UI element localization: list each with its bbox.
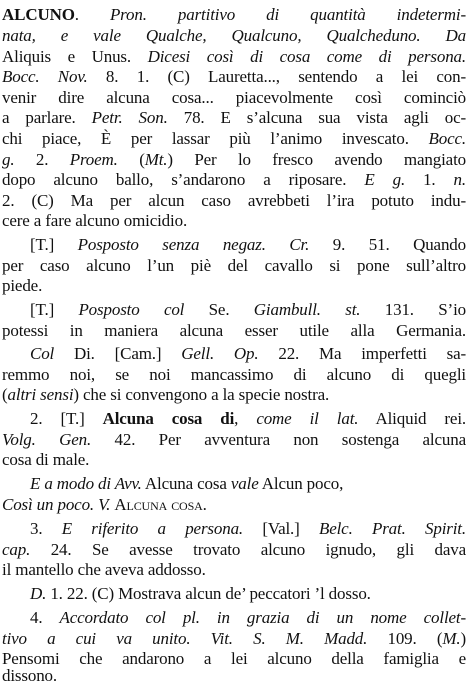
entry-line <box>2 170 466 190</box>
text-run: Aliquis e Unus. <box>2 47 148 66</box>
text-run: Accordato col pl. in grazia di un nome collet- <box>59 608 466 627</box>
text-run: ( <box>117 150 145 169</box>
text-run: 1. <box>405 170 454 189</box>
text-run: 109. ( <box>367 629 443 648</box>
entry-line <box>2 150 466 170</box>
entry-line <box>2 47 466 67</box>
text-run: altri sensi <box>7 385 74 404</box>
text-run: Se. <box>184 300 254 319</box>
entry-line <box>30 474 472 494</box>
text-run: 3. <box>30 519 62 538</box>
entry-line <box>2 321 466 341</box>
entry-line <box>2 276 466 296</box>
text-run: n. <box>453 170 466 189</box>
text-run: 9. 51. Quando <box>309 235 466 254</box>
text-run: Proem. <box>69 150 118 169</box>
entry-line <box>30 344 466 364</box>
entry-line <box>2 256 466 276</box>
text-run: 42. Per avventura non sostenga alcuna <box>91 430 466 449</box>
text-run: D. <box>30 584 47 603</box>
text-run: Petr. Son. <box>91 108 168 127</box>
text-run: Col <box>30 344 55 363</box>
entry-line <box>2 450 466 470</box>
text-run: [Val.] <box>243 519 319 538</box>
text-run: ALCUNO <box>2 5 75 24</box>
text-run: per caso alcuno l’un piè del cavallo si pone sull’altro <box>2 256 466 275</box>
entry-line <box>2 191 466 211</box>
text-run: ( <box>2 385 8 404</box>
text-run: Aliquid rei. <box>358 409 466 428</box>
text-run: M. <box>442 629 461 648</box>
text-run: a parlare. <box>2 108 92 127</box>
entry-line <box>2 430 466 450</box>
text-run: Alcuna cosa di <box>102 409 235 428</box>
text-run: Bocc. Nov. <box>2 67 88 86</box>
text-run: Posposto col <box>78 300 185 319</box>
entry-line <box>2 211 466 231</box>
text-run: chi piace, È per lassar più l’animo invescato. <box>2 129 429 148</box>
text-run: E a modo di Avv. <box>30 474 142 493</box>
text-run: Dicesi così di cosa come di persona. <box>147 47 466 66</box>
entry-line <box>2 88 466 108</box>
text-run: 131. S’io <box>360 300 466 319</box>
text-run: Alcuna cosa <box>114 495 203 514</box>
entry-line <box>2 666 466 686</box>
text-run: 2. (C) Ma per alcun caso avrebbeti l’ira potuto indu- <box>2 191 466 210</box>
text-run: E g. <box>364 170 406 189</box>
text-run: dissono. <box>2 666 58 685</box>
entry-line <box>2 560 466 580</box>
text-run: Volg. Gen. <box>2 430 92 449</box>
text-run: come il lat. <box>256 409 359 428</box>
entry-line <box>2 129 466 149</box>
text-run: cap. <box>2 540 31 559</box>
entry-line <box>2 495 466 515</box>
text-run: . <box>202 495 207 514</box>
entry-line <box>30 608 466 628</box>
entry-line <box>2 629 466 649</box>
text-run: tivo a cui va unito. Vit. S. M. Madd. <box>2 629 368 648</box>
text-run: Gell. Op. <box>181 344 259 363</box>
entry-line <box>30 409 466 429</box>
entry-line <box>30 584 472 604</box>
text-run: g. <box>2 150 15 169</box>
text-run: potessi in maniera alcuna esser utile alla Germania. <box>2 321 466 340</box>
text-run: nata, e vale Qualche, Qualcuno, Qualcheduno. Da <box>2 26 466 45</box>
text-run: Di. [Cam.] <box>54 344 182 363</box>
text-run: ) Per lo fresco avendo mangiato <box>167 150 466 169</box>
entry-line <box>2 5 466 25</box>
entry-line <box>30 300 466 320</box>
text-run: [T.] <box>30 235 78 254</box>
text-run: ) <box>460 629 466 648</box>
text-run: il mantello che aveva addosso. <box>2 560 206 579</box>
text-run: 2. <box>14 150 70 169</box>
text-run: E riferito a persona. <box>61 519 244 538</box>
entry-line <box>2 108 466 128</box>
entry-line <box>2 385 466 405</box>
text-run: Pron. partitivo di quantità indetermi- <box>109 5 466 24</box>
text-run: Belc. Prat. Spirit. <box>318 519 466 538</box>
text-run: Giambull. st. <box>253 300 361 319</box>
entry-line <box>30 519 466 539</box>
text-run: 1. 22. (C) Mostrava alcun de’ peccatori ’l dosso. <box>46 584 371 603</box>
text-run: 24. Se avesse trovato alcuno ignudo, gli dava <box>30 540 466 559</box>
text-run: dopo alcuno ballo, s’andarono a riposare. <box>2 170 365 189</box>
entry-line <box>30 235 466 255</box>
text-run: Alcuna cosa <box>141 474 231 493</box>
entry-line <box>2 67 466 87</box>
text-run: vale <box>230 474 259 493</box>
entry-line <box>2 365 466 385</box>
text-run: cere a fare alcuno omicidio. <box>2 211 188 230</box>
text-run: Mt. <box>144 150 168 169</box>
text-run: Bocc. <box>428 129 466 148</box>
text-run: venir dire alcuna cosa... piacevolmente così cominciò <box>2 88 466 107</box>
text-run: Posposto senza negaz. Cr. <box>77 235 310 254</box>
text-run: piede. <box>2 276 43 295</box>
text-run: cosa di male. <box>2 450 90 469</box>
text-run: 78. E s’alcuna sua vista agli oc- <box>167 108 467 127</box>
text-run: remmo noi, se noi mancassimo di alcuno di quegli <box>2 365 466 384</box>
text-run: 22. Ma imperfetti sa- <box>258 344 466 363</box>
text-run: ) che si convengono a la specie nostra. <box>73 385 330 404</box>
text-run: 4. <box>30 608 60 627</box>
text-run: [T.] <box>30 300 79 319</box>
entry-line <box>2 26 466 46</box>
text-run: Alcun poco, <box>258 474 344 493</box>
text-run: , <box>234 409 257 428</box>
text-run: 2. [T.] <box>30 409 103 428</box>
text-run: Pensomi che andarono a lei alcuno della famiglia e <box>2 649 466 668</box>
text-run: . <box>74 5 110 24</box>
entry-line <box>2 540 466 560</box>
text-run: Così un poco. V. <box>2 495 111 514</box>
text-run: 8. 1. (C) Lauretta..., sentendo a lei con- <box>87 67 466 86</box>
